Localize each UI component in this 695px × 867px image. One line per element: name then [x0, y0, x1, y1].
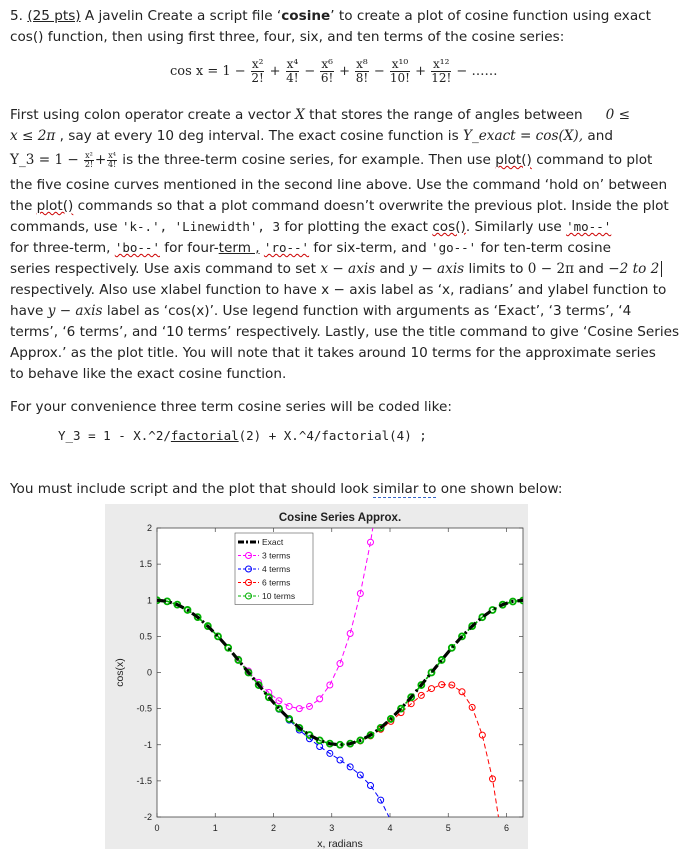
p3-frac-2-num: x⁴	[108, 150, 116, 160]
formula-term-6	[431, 58, 451, 85]
term-6-num: x¹²	[433, 57, 450, 71]
formula-lhs: cos x = 1 −	[170, 64, 246, 79]
mi-a: You must include script and the plot that should look	[10, 481, 373, 497]
intro-a: A javelin Create a script file ‘	[80, 8, 282, 24]
code-c: (2) + X.^4/factorial(4) ;	[238, 428, 427, 443]
formula-op-1: +	[269, 64, 281, 79]
p5b: plot()	[36, 198, 74, 214]
formula-term-3	[320, 58, 334, 85]
cosine-series-plot	[105, 504, 528, 849]
para-line-7	[10, 238, 611, 258]
p3d: command to plot	[531, 152, 653, 168]
p1d: 0 ≤	[605, 107, 630, 123]
chart-title: Cosine Series Approx.	[278, 512, 402, 524]
formula-op-5: +	[415, 64, 427, 79]
para-line-13: to behave like the exact cosine function.	[10, 366, 287, 382]
question-heading	[10, 6, 651, 26]
code-a: Y_3 = 1 - X.^2/	[58, 428, 171, 443]
x-tick-label-5: 5	[445, 823, 451, 833]
p6b: 'k-.', 'Linewidth', 3	[121, 219, 281, 234]
p7b: 'bo--'	[114, 240, 160, 255]
p7i: for ten-term cosine	[476, 240, 611, 256]
p3-frac-1-num: x²	[85, 150, 93, 160]
p3-frac-2-den: 4!	[107, 159, 117, 169]
question-points: (25 pts)	[27, 8, 81, 24]
x-tick-label-1: 1	[212, 823, 218, 833]
formula-term-1	[251, 58, 265, 85]
p3-frac-2	[107, 152, 117, 169]
term-3-num: x⁶	[321, 57, 333, 71]
para-line-8	[10, 259, 667, 279]
p7f: 'ro--'	[263, 240, 310, 255]
p2a: x ≤ 2π	[10, 128, 56, 144]
p6d: cos()	[432, 219, 466, 235]
p8c: and	[375, 261, 410, 277]
para-line-4: the five cosine curves mentioned in the second line above. Use the command ‘hold on’ between	[10, 177, 668, 193]
p2d: and	[583, 128, 613, 144]
legend-label-2: 4 terms	[262, 564, 291, 574]
y-tick-label-0.5: 0.5	[139, 631, 152, 642]
p2b: , say at every 10 deg interval. The exact cosine function is	[55, 128, 463, 144]
must-include-text	[10, 479, 563, 499]
para-line-11: terms’, ‘6 terms’, and ‘10 terms’ respectively. Lastly, use the title command to give ‘Cosine Series	[10, 324, 680, 340]
p3-frac-1	[84, 152, 94, 169]
formula-term-5	[390, 58, 410, 85]
p7h: 'go--'	[431, 240, 477, 255]
term-5-den: 10!	[389, 71, 410, 85]
p8e: limits to	[464, 261, 528, 277]
p7c: for four-	[159, 240, 219, 256]
convenience-text: For your convenience three term cosine series will be coded like:	[10, 399, 452, 415]
p1a: First using colon operator create a vector	[10, 107, 296, 123]
x-axis-label: x, radians	[317, 838, 363, 849]
term-6-den: 12!	[431, 71, 452, 85]
formula-op-2: −	[304, 64, 316, 79]
para-line-10	[10, 301, 631, 321]
p3a: Y_3 = 1 −	[10, 152, 79, 168]
p6a: commands, use	[10, 219, 122, 235]
legend-label-0: Exact	[262, 537, 284, 547]
term-5-num: x¹⁰	[391, 57, 409, 71]
formula-op-6: − ……	[456, 64, 498, 79]
y-tick-label--2: -2	[143, 812, 152, 822]
y-tick-label-1.5: 1.5	[139, 559, 152, 570]
plot-svg	[105, 504, 528, 849]
p10c: label as ‘cos(x)’. Use legend function with arguments as ‘Exact’, ‘3 terms’, ‘4	[102, 303, 632, 319]
y-tick-label--1: -1	[143, 739, 152, 750]
term-3-den: 6!	[320, 71, 334, 85]
p6e: . Similarly use	[465, 219, 567, 235]
para-line-12: Approx.’ as the plot title. You will note that it takes around 10 terms for the approximate series	[10, 345, 656, 361]
mi-b: similar to	[372, 481, 437, 497]
para-line-1	[10, 105, 630, 125]
p5a: the	[10, 198, 37, 214]
term-4-den: 8!	[355, 71, 369, 85]
p5c: commands so that a plot command doesn’t overwrite the previous plot. Inside the plot	[73, 198, 669, 214]
x-tick-label-0: 0	[154, 823, 160, 833]
p8b: x − axis	[320, 261, 376, 277]
question-number: 5.	[10, 8, 23, 24]
p7g: for six-term, and	[309, 240, 432, 256]
legend-label-1: 3 terms	[262, 550, 291, 561]
y-tick-label-0: 0	[146, 667, 152, 678]
question-line-2: cos() function, then using first three, four, six, and ten terms of the cosine series:	[10, 29, 565, 45]
p8a: series respectively. Use axis command to set	[10, 261, 321, 277]
p3c: plot()	[495, 152, 532, 168]
p1c: that stores the range of angles between	[304, 107, 583, 123]
axes-box	[157, 528, 523, 817]
file-name: cosine	[281, 8, 331, 24]
intro-b: ’ to create a plot of cosine function using exact	[330, 8, 651, 24]
y-tick-label-1: 1	[146, 595, 152, 606]
term-2-num: x⁴	[286, 57, 299, 71]
formula-op-3: +	[339, 64, 350, 79]
p6f: 'mo--'	[566, 219, 612, 234]
p7d: term ,	[218, 240, 260, 256]
p8g: and	[574, 261, 609, 277]
para-line-2	[10, 126, 613, 146]
x-tick-label-6: 6	[503, 823, 510, 833]
para-line-5	[10, 196, 669, 216]
p10a: have	[10, 303, 48, 319]
x-tick-label-4: 4	[387, 823, 393, 833]
term-1-num: x²	[251, 57, 264, 71]
text-cursor	[661, 261, 666, 277]
formula-term-4	[355, 58, 369, 85]
para-line-9: respectively. Also use xlabel function to have x − axis label as ‘x, radians’ and ylabel function to	[10, 282, 667, 298]
term-1-den: 2!	[251, 71, 264, 85]
y-tick-label--0.5: -0.5	[136, 703, 152, 714]
p1b: X	[295, 107, 305, 123]
legend-label-3: 6 terms	[262, 577, 291, 588]
x-tick-label-2: 2	[270, 823, 277, 833]
term-2-den: 4!	[286, 71, 299, 85]
formula-op-4: −	[373, 64, 385, 79]
y-axis-label: cos(x)	[114, 658, 126, 687]
formula-term-2	[286, 58, 300, 85]
p10b: y − axis	[47, 303, 103, 319]
cosine-series-formula	[170, 58, 497, 85]
p8h: −2 to 2	[608, 261, 660, 277]
p7a: for three-term,	[10, 240, 115, 256]
p8f: 0 − 2π	[527, 261, 575, 277]
code-example	[58, 426, 427, 446]
y-tick-label--1.5: -1.5	[136, 775, 152, 786]
p6c: for plotting the exact	[280, 219, 433, 235]
p8d: y − axis	[409, 261, 465, 277]
para-line-3	[10, 150, 652, 170]
p3-frac-1-den: 2!	[84, 159, 94, 169]
x-tick-label-3: 3	[329, 823, 335, 833]
p3-op: +	[94, 152, 107, 168]
code-b: factorial	[170, 428, 239, 443]
p3b: is the three-term cosine series, for example. Then use	[117, 152, 496, 168]
y-tick-label-2: 2	[146, 523, 152, 533]
mi-c: one shown below:	[436, 481, 563, 497]
p2c: Y_exact = cos(X),	[462, 128, 584, 144]
para-line-6	[10, 217, 611, 237]
legend-label-4: 10 terms	[262, 591, 296, 601]
term-4-num: x⁸	[356, 57, 368, 71]
